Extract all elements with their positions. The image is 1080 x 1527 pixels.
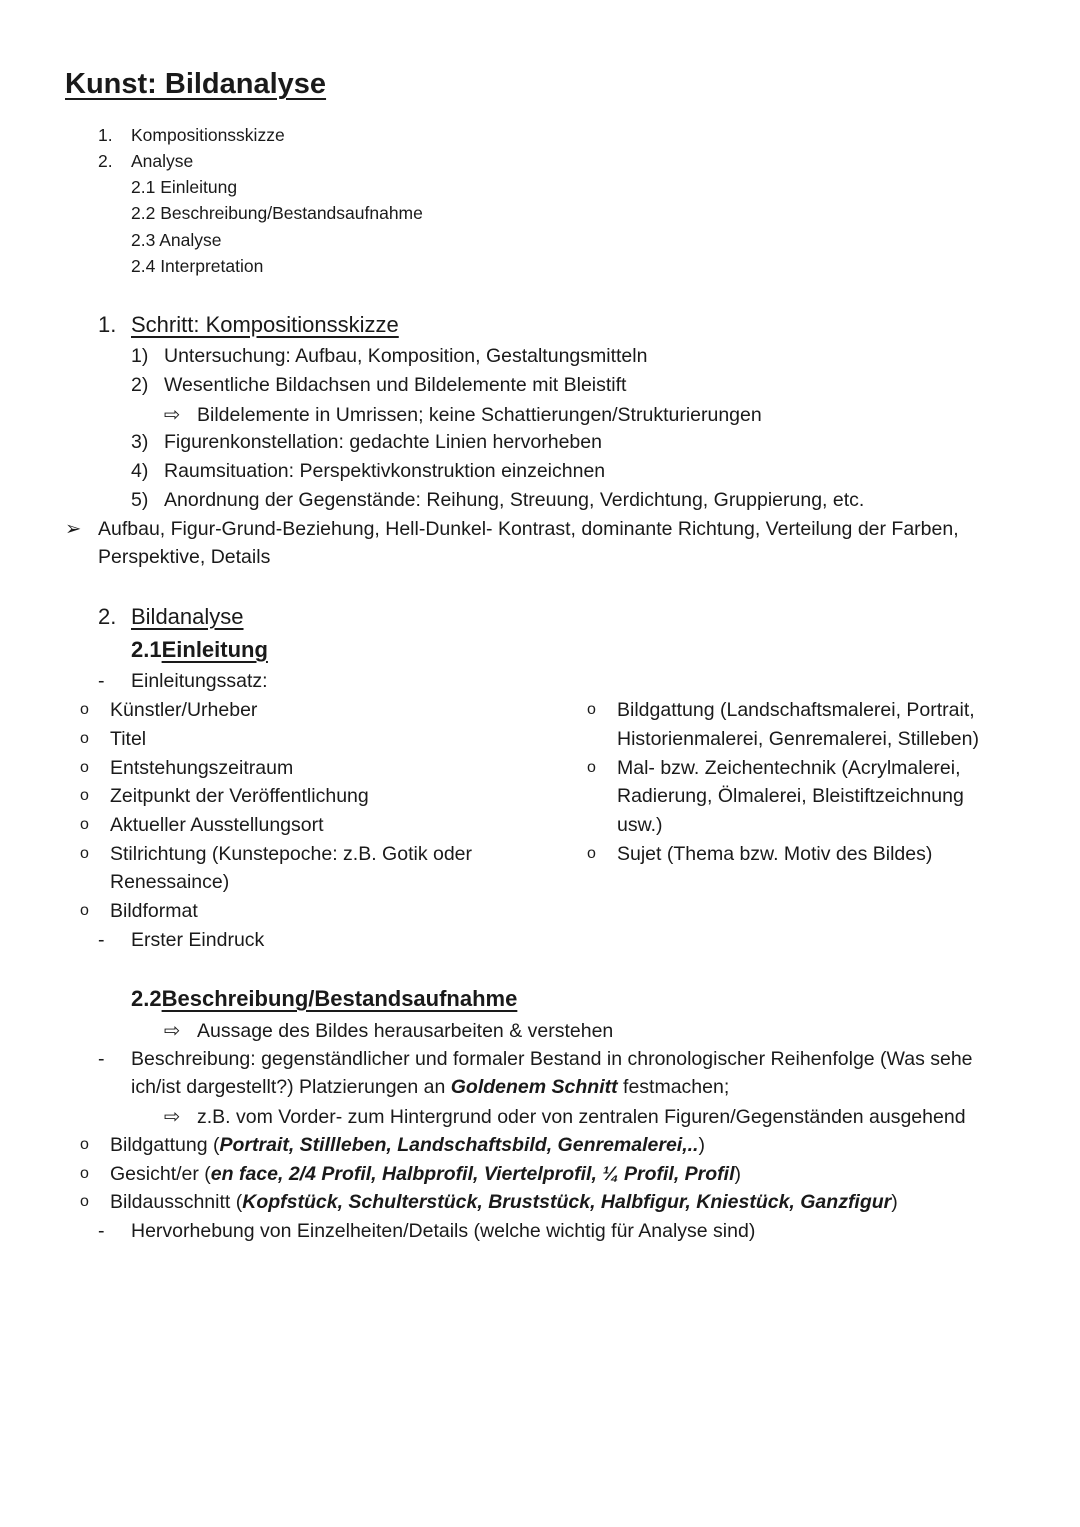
toc-item-1-label: Kompositionsskizze bbox=[131, 125, 285, 145]
list-item: o Gesicht/er (en face, 2/4 Profil, Halbprofil, Viertelprofil, ¼ Profil, Profil) bbox=[80, 1163, 742, 1185]
list-item: o Titel bbox=[80, 728, 147, 750]
circle-bullet-icon: o bbox=[80, 759, 89, 776]
toc-sub-item: 2.4 Interpretation bbox=[131, 256, 264, 276]
circle-bullet-icon: o bbox=[587, 845, 596, 862]
circle-bullet-icon: o bbox=[80, 730, 89, 747]
list-item-continuation: Historienmalerei, Genremalerei, Stilleben) bbox=[617, 728, 979, 750]
arrow-note: ⇨ Bildelemente in Umrissen; keine Schattierungen/Strukturierungen bbox=[164, 404, 762, 426]
toc-sub-item: 2.1 Einleitung bbox=[131, 177, 238, 197]
list-item-continuation: Renessaince) bbox=[110, 871, 230, 893]
circle-bullet-icon: o bbox=[80, 1136, 89, 1153]
list-item: o Bildformat bbox=[80, 900, 198, 922]
arrowhead-bullet-icon: ➢ bbox=[65, 518, 82, 540]
arrow-note: ⇨ z.B. vom Vorder- zum Hintergrund oder von zentralen Figuren/Gegenständen ausgehend bbox=[164, 1106, 966, 1128]
section-heading-text: Bildanalyse bbox=[131, 604, 244, 629]
circle-bullet-icon: o bbox=[80, 816, 89, 833]
toc-item-2 bbox=[98, 151, 193, 172]
circle-bullet-icon: o bbox=[80, 787, 89, 804]
list-item: 2) Wesentliche Bildachsen und Bildelemente mit Bleistift bbox=[131, 374, 627, 396]
toc-item-1-num: 1. bbox=[98, 125, 113, 145]
arrow-right-icon: ⇨ bbox=[164, 1020, 181, 1042]
list-item: 4) Raumsituation: Perspektivkonstruktion einzeichnen bbox=[131, 460, 606, 482]
dash-icon: - bbox=[98, 929, 105, 951]
dash-item: - Hervorhebung von Einzelheiten/Details (welche wichtig für Analyse sind) bbox=[98, 1220, 756, 1242]
list-item: 1) Untersuchung: Aufbau, Komposition, Gestaltungsmitteln bbox=[131, 345, 648, 367]
summary-line: ➢ Aufbau, Figur-Grund-Beziehung, Hell-Dunkel- Kontrast, dominante Richtung, Verteilung der Farben, bbox=[65, 518, 959, 540]
toc-item-2-label: Analyse bbox=[131, 151, 194, 171]
toc-item-2-num: 2. bbox=[98, 151, 113, 171]
list-item: o Bildausschnitt (Kopfstück, Schulterstück, Bruststück, Halbfigur, Kniestück, Ganzfigur) bbox=[80, 1191, 898, 1213]
list-item: o Künstler/Urheber bbox=[80, 699, 258, 721]
list-item: o Entstehungszeitraum bbox=[80, 757, 294, 779]
list-item-continuation: Radierung, Ölmalerei, Bleistiftzeichnung bbox=[617, 785, 964, 807]
list-item: o Bildgattung (Portrait, Stillleben, Landschaftsbild, Genremalerei,..) bbox=[80, 1134, 705, 1156]
section-heading-text: Schritt: Kompositionsskizze bbox=[131, 312, 399, 337]
circle-bullet-icon: o bbox=[80, 1165, 89, 1182]
arrow-note: ⇨ Aussage des Bildes herausarbeiten & verstehen bbox=[164, 1020, 614, 1042]
summary-line: Perspektive, Details bbox=[98, 546, 271, 568]
dash-item: - Beschreibung: gegenständlicher und formaler Bestand in chronologischer Reihenfolge (Was sehe bbox=[98, 1048, 973, 1070]
list-item-continuation: usw.) bbox=[617, 814, 663, 836]
section-num: 2. bbox=[98, 604, 117, 629]
list-item: o Stilrichtung (Kunstepoche: z.B. Gotik oder bbox=[80, 843, 473, 865]
arrow-right-icon: ⇨ bbox=[164, 404, 181, 426]
list-item: 5) Anordnung der Gegenstände: Reihung, Streuung, Verdichtung, Gruppierung, etc. bbox=[131, 489, 865, 511]
list-item: o Mal- bzw. Zeichentechnik (Acrylmalerei, bbox=[587, 757, 961, 779]
page-title: Kunst: Bildanalyse bbox=[65, 68, 327, 100]
circle-bullet-icon: o bbox=[587, 701, 596, 718]
description-line: ich/ist dargestellt?) Platzierungen an Goldenem Schnitt festmachen; bbox=[131, 1076, 730, 1098]
dash-item: - Einleitungssatz: bbox=[98, 670, 268, 692]
dash-icon: - bbox=[98, 1048, 105, 1070]
circle-bullet-icon: o bbox=[80, 845, 89, 862]
list-item: o Zeitpunkt der Veröffentlichung bbox=[80, 785, 369, 807]
section-heading-step2 bbox=[98, 604, 244, 630]
subsection-heading-einleitung: 2.1Einleitung bbox=[131, 637, 268, 662]
dash-item: - Erster Eindruck bbox=[98, 929, 265, 951]
list-item: 3) Figurenkonstellation: gedachte Linien hervorheben bbox=[131, 431, 602, 453]
toc-sub-item: 2.2 Beschreibung/Bestandsaufnahme bbox=[131, 203, 423, 223]
subsection-heading-beschreibung: 2.2Beschreibung/Bestandsaufnahme bbox=[131, 986, 518, 1011]
section-heading-step1 bbox=[98, 312, 399, 338]
dash-icon: - bbox=[98, 1220, 105, 1242]
toc-item-1 bbox=[98, 125, 285, 146]
list-item: o Sujet (Thema bzw. Motiv des Bildes) bbox=[587, 843, 933, 865]
section-num: 1. bbox=[98, 312, 117, 337]
circle-bullet-icon: o bbox=[587, 759, 596, 776]
list-item: o Bildgattung (Landschaftsmalerei, Portrait, bbox=[587, 699, 975, 721]
circle-bullet-icon: o bbox=[80, 701, 89, 718]
arrow-right-icon: ⇨ bbox=[164, 1106, 181, 1128]
toc-sub-item: 2.3 Analyse bbox=[131, 230, 222, 250]
dash-icon: - bbox=[98, 670, 105, 692]
list-item: o Aktueller Ausstellungsort bbox=[80, 814, 324, 836]
circle-bullet-icon: o bbox=[80, 902, 89, 919]
circle-bullet-icon: o bbox=[80, 1193, 89, 1210]
